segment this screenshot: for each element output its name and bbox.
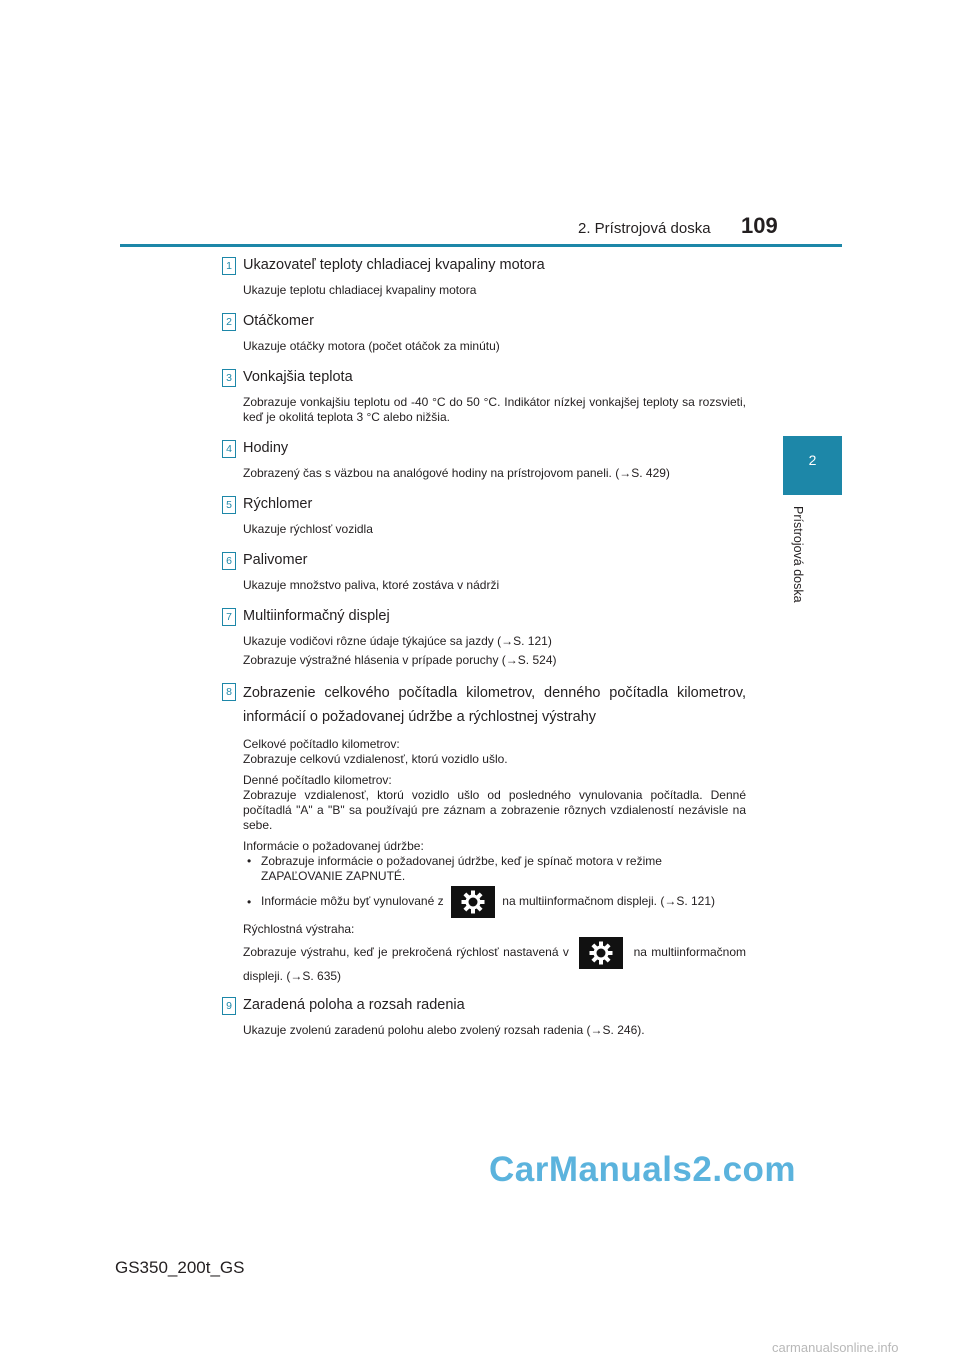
item-number-badge: 6 <box>222 552 236 570</box>
item-number-badge: 3 <box>222 369 236 387</box>
item-title: Hodiny <box>243 440 289 456</box>
item-description: Ukazuje rýchlosť vozidla <box>243 522 373 536</box>
item-description: Ukazuje otáčky motora (počet otáčok za minútu) <box>243 339 500 353</box>
bullet-dot: • <box>247 895 252 909</box>
chapter-tab-number: 2 <box>808 452 817 468</box>
list-item <box>222 549 746 593</box>
list-item <box>222 254 746 298</box>
item-list <box>222 254 746 1038</box>
bullet-dot: • <box>247 854 252 868</box>
item-number-badge: 4 <box>222 440 236 458</box>
speed-alert-text <box>243 937 746 984</box>
list-item <box>222 366 746 425</box>
odometer-heading: Celkové počítadlo kilometrov: <box>243 737 400 751</box>
maintenance-heading: Informácie o požadovanej údržbe: <box>243 839 424 853</box>
maintenance-bullet <box>243 854 746 884</box>
speed-alert-text-start: Zobrazuje výstrahu, keď je prekročená rýchlosť nastavená v <box>243 945 569 960</box>
maintenance-bullet-text: Informácie môžu byť vynulované z <box>261 894 444 909</box>
trip-meter-text: Zobrazuje vzdialenosť, ktorú vozidlo ušlo od posledného vynulovania počítadla. Denné počítadlá "A" a "B" sa používajú pre záznam a zobrazenie rôznych vzdialeností nezávisle na sebe. <box>243 788 746 832</box>
list-item <box>222 310 746 354</box>
item-description: Zobrazený čas s väzbou na analógové hodiny na prístrojovom paneli. (→S. 429) <box>243 466 670 480</box>
list-item <box>222 994 746 1038</box>
item-number-badge: 1 <box>222 257 236 275</box>
gear-icon <box>579 937 623 969</box>
item-description-line: Zobrazuje výstražné hlásenia v prípade poruchy (→S. 524) <box>243 653 557 667</box>
item-description: Ukazuje množstvo paliva, ktoré zostáva v nádrži <box>243 578 500 592</box>
model-code: GS350_200t_GS <box>115 1258 245 1277</box>
watermark-logo: CarManuals2.com <box>489 1150 797 1189</box>
maintenance-bullet-text: na multiinformačnom displeji. (→S. 121) <box>502 894 716 909</box>
bottom-brand: carmanualsonline.info <box>772 1340 899 1355</box>
item-title: Zobrazenie celkového počítadla kilometrov, denného počítadla kilometrov, informácií o požadovanej údržbe a rýchlostnej výstrahy <box>243 685 746 725</box>
item-number-badge: 7 <box>222 608 236 626</box>
trip-meter-heading: Denné počítadlo kilometrov: <box>243 773 392 787</box>
item-title: Otáčkomer <box>243 313 314 329</box>
item-description-line: Ukazuje vodičovi rôzne údaje týkajúce sa jazdy (→S. 121) <box>243 634 552 648</box>
item-title: Palivomer <box>243 552 308 568</box>
item-number-badge: 2 <box>222 313 236 331</box>
list-item <box>222 493 746 537</box>
item-number-badge: 8 <box>222 683 236 701</box>
maintenance-bullet <box>243 886 746 918</box>
list-item <box>222 437 746 481</box>
chapter-tab-label: Prístrojová doska <box>791 506 805 603</box>
header-divider <box>120 244 842 247</box>
item-title: Vonkajšia teplota <box>243 369 353 385</box>
item-title: Ukazovateľ teploty chladiacej kvapaliny motora <box>243 257 545 273</box>
item-title: Multiinformačný displej <box>243 608 390 624</box>
list-item <box>222 605 746 668</box>
section-title: 2. Prístrojová doska <box>578 220 711 237</box>
maintenance-bullet-text: Zobrazuje informácie o požadovanej údržbe, keď je spínač motora v režime ZAPAĽOVANIE ZAPNUTÉ. <box>261 854 662 883</box>
item-description: Ukazuje zvolenú zaradenú polohu alebo zvolený rozsah radenia (→S. 246). <box>243 1023 645 1037</box>
item-description: Zobrazuje vonkajšiu teplotu od -40 °C do 50 °C. Indikátor nízkej vonkajšej teploty sa rozsvieti, keď je okolitá teplota 3 °C alebo nižšia. <box>243 395 746 424</box>
item-number-badge: 9 <box>222 997 236 1015</box>
odometer-text: Zobrazuje celkovú vzdialenosť, ktorú vozidlo ušlo. <box>243 752 508 766</box>
list-item <box>222 680 746 984</box>
speed-alert-heading: Rýchlostná výstraha: <box>243 922 355 936</box>
gear-icon <box>451 886 495 918</box>
speed-alert-text-end: na multiinformačnom displeji. (→S. 635) <box>243 945 746 983</box>
item-title: Rýchlomer <box>243 496 313 512</box>
item-number-badge: 5 <box>222 496 236 514</box>
item-description: Ukazuje teplotu chladiacej kvapaliny motora <box>243 283 477 297</box>
item-title: Zaradená poloha a rozsah radenia <box>243 997 465 1013</box>
page-number: 109 <box>741 213 778 238</box>
